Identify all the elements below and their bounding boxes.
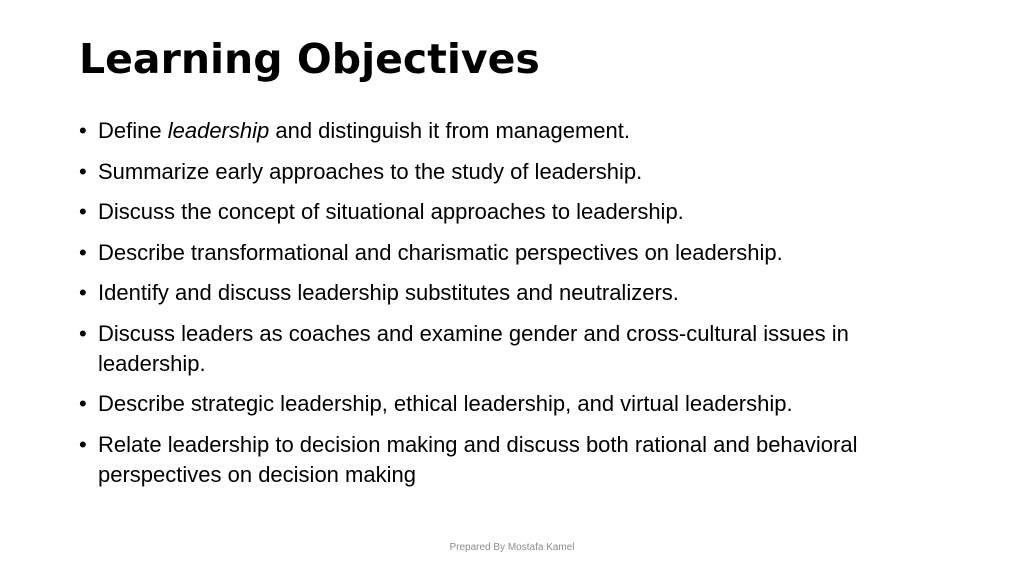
bullet-icon: • bbox=[79, 199, 87, 224]
bullet-icon: • bbox=[79, 391, 87, 416]
objective-text-end: and distinguish it from management. bbox=[269, 118, 630, 143]
objective-item bbox=[79, 278, 959, 308]
objective-text: Relate leadership to decision making and discuss both rational and behavioral perspectives on decision making bbox=[98, 431, 858, 487]
bullet-icon: • bbox=[79, 158, 87, 184]
bullet-icon: • bbox=[79, 118, 87, 143]
objective-item bbox=[79, 238, 959, 268]
objective-text: Summarize early approaches to the study of leadership. bbox=[98, 158, 643, 184]
objective-text: Discuss the concept of situational approaches to leadership. bbox=[98, 199, 684, 224]
objective-emphasis: leadership bbox=[167, 118, 270, 143]
bullet-icon: • bbox=[79, 431, 87, 457]
objective-text: Describe transformational and charismatic perspectives on leadership. bbox=[98, 239, 783, 265]
slide-title: Learning Objectives bbox=[79, 35, 540, 83]
bullet-icon: • bbox=[79, 239, 87, 265]
objective-text: Describe strategic leadership, ethical leadership, and virtual leadership. bbox=[98, 391, 793, 416]
objective-item bbox=[79, 389, 959, 419]
objective-text: Discuss leaders as coaches and examine gender and cross-cultural issues in leadership. bbox=[98, 320, 849, 376]
objective-text: Identify and discuss leadership substitutes and neutralizers. bbox=[98, 280, 679, 305]
bullet-icon: • bbox=[79, 320, 87, 346]
objective-item bbox=[79, 319, 959, 379]
objective-item bbox=[79, 430, 959, 490]
objective-item bbox=[79, 157, 959, 187]
objective-text-start: Define bbox=[98, 118, 168, 143]
objectives-list bbox=[79, 116, 959, 500]
objective-item bbox=[79, 197, 959, 227]
objective-item bbox=[79, 116, 959, 146]
bullet-icon: • bbox=[79, 280, 87, 305]
footer-credit: Prepared By Mostafa Kamel bbox=[449, 542, 575, 553]
